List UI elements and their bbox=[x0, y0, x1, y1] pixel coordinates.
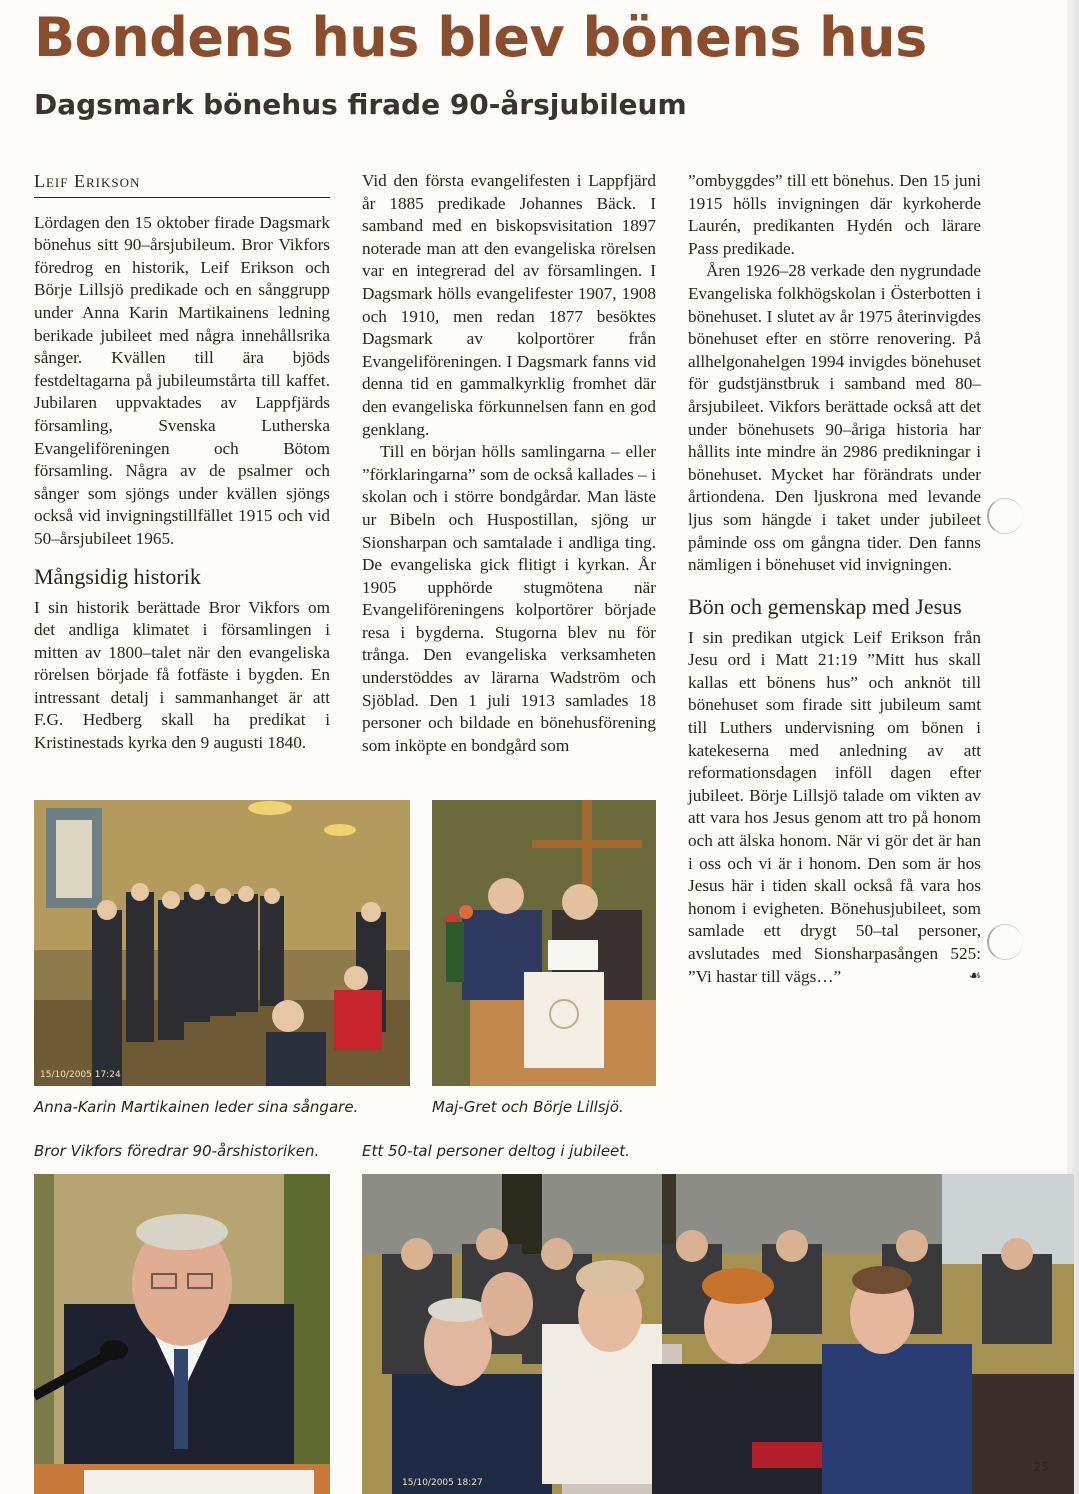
punch-hole bbox=[987, 924, 1023, 960]
paragraph: Vid den första evangelifesten i Lappfjärd år 1885 predikade Johannes Bäck. I samband med en biskopsvisitation 1897 noterade man att den evangeliska rörelsen var en integrerad del av församlingen. I Dagsmark hölls evangelifester 1907, 1908 och 1910, men redan 1877 besöktes Dagsmark av kolportörer från Evangeliföreningen. I Dagsmark fanns vid denna tid en gammalkyrklig fromhet där den evangeliska förkunnelsen fann en god genklang. bbox=[362, 171, 656, 439]
text-column-1 bbox=[34, 170, 330, 755]
photo-date-stamp: 15/10/2005 18:27 bbox=[402, 1478, 483, 1488]
photo-couple-image bbox=[432, 800, 656, 1086]
photo-couple bbox=[432, 800, 656, 1086]
section-heading: Mångsidig historik bbox=[34, 563, 201, 589]
text-column-3 bbox=[688, 170, 981, 988]
photo-date-stamp: 15/10/2005 17:24 bbox=[40, 1070, 121, 1080]
caption-photo-couple: Maj-Gret och Börje Lillsjö. bbox=[432, 1098, 624, 1116]
section-heading: Bön och gemenskap med Jesus bbox=[688, 593, 962, 619]
photo-choir bbox=[34, 800, 410, 1086]
byline: Leif Erikson bbox=[34, 170, 330, 198]
end-mark-icon: ☙ bbox=[968, 968, 981, 984]
caption-photo-speaker: Bror Vikfors föredrar 90-årshistoriken. bbox=[34, 1142, 320, 1160]
paragraph: I sin historik berättade Bror Vikfors om det andliga klimatet i församlingen i mitten av 1800–talet när den evangeliska rörelsen började få fotfäste i bygden. En intressant detalj i sammanhanget är att F.G. Hedberg skall ha predikat i Kristinestads kyrka den 9 augusti 1840. bbox=[34, 597, 330, 753]
article-subtitle: Dagsmark bönehus firade 90-årsjubileum bbox=[34, 88, 687, 121]
punch-hole bbox=[987, 498, 1023, 534]
photo-audience bbox=[362, 1174, 1074, 1494]
page-number: 25 bbox=[1033, 1460, 1049, 1474]
text-column-2 bbox=[362, 170, 656, 757]
photo-choir-image bbox=[34, 800, 410, 1086]
paragraph: Till en början hölls samlingarna – eller ”förklaringarna” som de också kallades – i skolan och i större bondgårdar. Man läste ur Bibeln och Huspostillan, sjöng ur Sionsharpan och samtalade i andliga ting. De evangeliska gick flitigt i kyrkan. År 1905 upphörde stugmötena när Evangeliföreningens kolportörer började resa i bygderna. Stugorna blev nu för trånga. Den evangeliska verksamheten understöddes av lärarna Wadström och Sjöblad. Den 1 juli 1913 samlades 18 personer och bildade en bönehusförening som inköpte en bondgård som bbox=[362, 442, 656, 755]
paragraph: Åren 1926–28 verkade den nygrundade Evangeliska folkhögskolan i Österbotten i bönehuset. I slutet av år 1975 återinvigdes bönehuset efter en större renovering. På allhelgonahelgen 1994 invigdes bönehuset för gudstjänstbruk i samband med 80–årsjubileet. Vikfors berättade också att det under bönehusets 90–åriga historia har hållits inte mindre än 2986 predikningar i bönehuset. Mycket har förändrats under årtiondena. Den ljuskrona med levande ljus som hängde i taket under jubileet påminde oss om gångna tider. Den fanns nämligen i bönehuset vid invigningen. bbox=[688, 261, 981, 575]
caption-photo-choir: Anna-Karin Martikainen leder sina sångare. bbox=[34, 1098, 359, 1116]
paragraph: ”ombyggdes” till ett bönehus. Den 15 juni 1915 hölls invigningen där kyrkoherde Laurén, predikanten Hydén och lärare Pass predikade. bbox=[688, 171, 981, 258]
article-title: Bondens hus blev bönens hus bbox=[34, 6, 927, 69]
photo-speaker bbox=[34, 1174, 330, 1494]
paragraph bbox=[688, 627, 981, 989]
photo-audience-image bbox=[362, 1174, 1074, 1494]
caption-photo-audience: Ett 50-tal personer deltog i jubileet. bbox=[362, 1142, 630, 1160]
paragraph-text: I sin predikan utgick Leif Erikson från Jesu ord i Matt 21:19 ”Mitt hus skall kallas ett bönens hus” och anknöt till bönehuset som firade sitt jubileum samt till Luthers undervisning om bönen i katekeserna med anledning av att reformationsdagen inföll dagen efter jubileet. Börje Lillsjö talade om vikten av att vara hos Jesus genom att tro på honom och att älska honom. När vi gör det är han i oss och vi är i honom. Den som är hos Jesus här i tiden skall också få vara hos honom i evigheten. Bönehusjubileet, som samlade ett drygt 50–tal personer, avslutades med Sionsharpasången 525: ”Vi hastar till vägs…” bbox=[688, 627, 981, 986]
photo-speaker-image bbox=[34, 1174, 330, 1494]
paragraph: Lördagen den 15 oktober firade Dagsmark bönehus sitt 90–årsjubileum. Bror Vikfors föredrog en historik, Leif Erikson och Börje Lillsjö predikade och en sånggrupp under Anna Karin Martikainens ledning berikade jubileet med några innehållsrika sånger. Kvällen till ära bjöds festdeltagarna på jubileumstårta till kaffet. Jubilaren uppvaktades av Lappfjärds församling, Svenska Lutherska Evangeliföreningen och Bötom församling. Några av de psalmer och sånger som sjöngs under kvällen sjöngs också vid invigningstillfället 1915 och vid 50–årsjubileet 1965. bbox=[34, 212, 330, 548]
